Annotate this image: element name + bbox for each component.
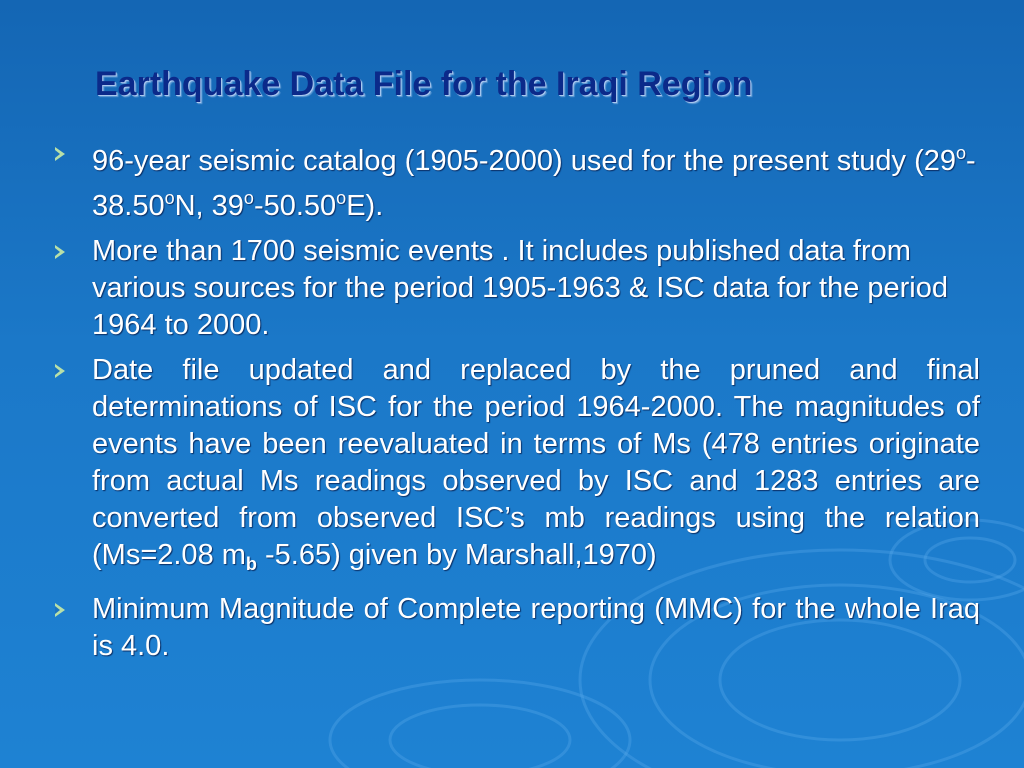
degree-superscript: o <box>164 188 175 208</box>
degree-superscript: o <box>336 188 347 208</box>
bullet-item <box>55 135 980 225</box>
arrow-bullet-icon <box>55 245 65 259</box>
degree-superscript: o <box>243 188 254 208</box>
arrow-bullet-icon <box>55 364 65 378</box>
bullet-text: -38.50 <box>92 145 976 222</box>
bullet-item <box>55 591 980 665</box>
mb-subscript: b <box>245 554 257 574</box>
bullet-text: N, 39 <box>174 190 244 222</box>
bullet-text: E). <box>346 190 384 222</box>
bullet-text: Minimum Magnitude of Complete reporting (MMC) for the whole Iraq is 4.0. <box>92 593 980 662</box>
bullet-list <box>55 135 980 673</box>
bullet-text: More than 1700 seismic events . It includes published data from various sources for the period 1905-1963 & ISC data for the period 1964 to 2000. <box>92 235 949 341</box>
slide-title: Earthquake Data File for the Iraqi Region <box>95 65 753 103</box>
arrow-bullet-icon <box>55 147 65 161</box>
bullet-text: Date file updated and replaced by the pruned and final determinations of ISC for the period 1964-2000. The magnitudes of events have been reevaluated in terms of Ms (478 entries originate from actual Ms readings observed by ISC and 1283 entries are converted from observed ISC’s mb readings using the relation (Ms=2.08 m <box>92 354 980 571</box>
bullet-text: -5.65) given by Marshall,1970) <box>256 539 657 571</box>
bullet-text: 96-year seismic catalog (1905-2000) used for the present study (29 <box>92 145 957 177</box>
bullet-item <box>55 352 980 583</box>
bullet-item <box>55 233 980 344</box>
arrow-bullet-icon <box>55 603 65 617</box>
degree-superscript: o <box>956 143 967 163</box>
bullet-text: -50.50 <box>253 190 337 222</box>
